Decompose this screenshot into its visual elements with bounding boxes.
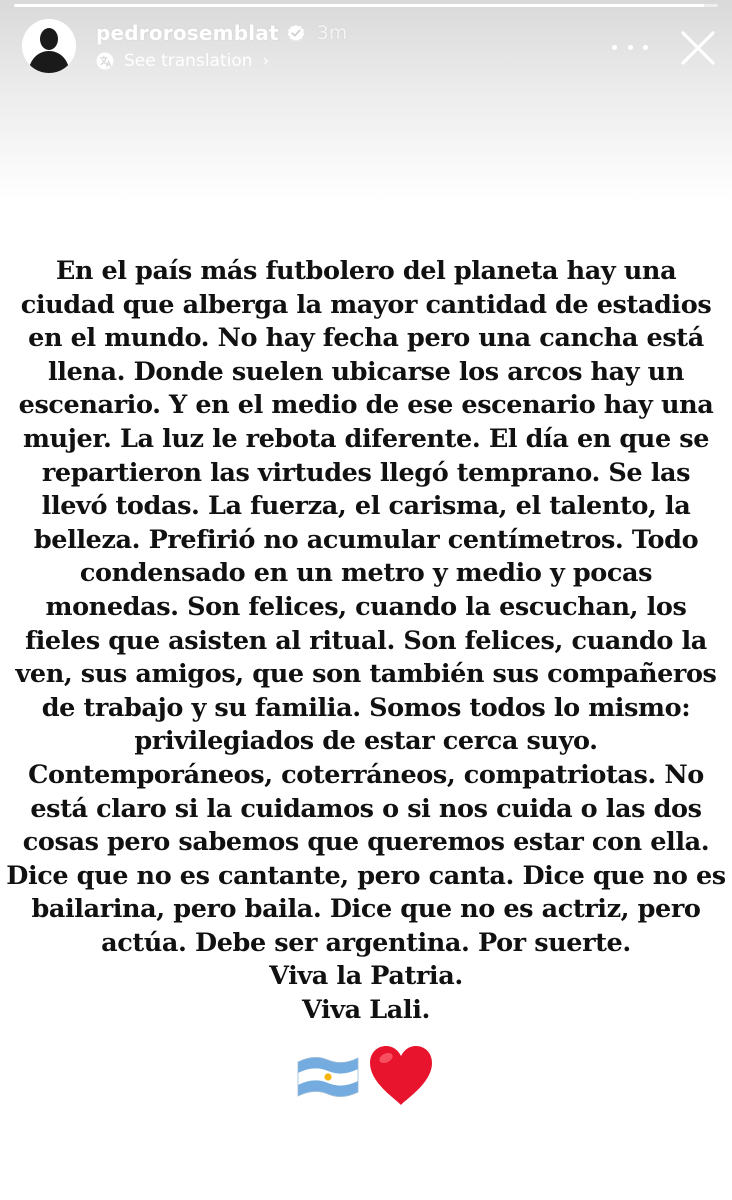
silhouette-avatar-icon: [22, 19, 76, 73]
chevron-right-icon: ›: [262, 51, 270, 71]
story-text-line: llena. Donde suelen ubicarse los arcos hay un: [48, 356, 684, 387]
story-text-line: en el mundo. No hay fecha pero una cancha está: [28, 323, 704, 354]
story-text-line: mujer. La luz le rebota diferente. El día en que se: [22, 423, 710, 454]
story-text-line: Dice que no es cantante, pero canta. Dice que no es: [6, 860, 726, 891]
story-text-line: escenario. Y en el medio de ese escenario hay una: [18, 390, 714, 421]
story-text-line: ciudad que alberga la mayor cantidad de estadios: [20, 289, 712, 320]
close-button[interactable]: [676, 26, 720, 70]
story-text-line: de trabajo y su familia. Somos todos lo mismo:: [41, 692, 691, 723]
story-text-line: belleza. Prefirió no acumular centímetros. Todo: [33, 524, 699, 555]
story-text-line: fieles que asisten al ritual. Son felices, cuando la: [25, 625, 707, 656]
story-progress-fill: [14, 4, 704, 7]
story-text-line: ven, sus amigos, que son también sus compañeros: [15, 659, 717, 690]
see-translation-link[interactable]: [96, 50, 269, 72]
translate-icon: [96, 52, 114, 70]
red-heart-icon: [366, 1043, 436, 1109]
close-icon: [676, 26, 720, 70]
story-text-line: Viva Lali.: [302, 995, 430, 1026]
more-dots-icon: [643, 45, 648, 50]
story-text-line: Contemporáneos, coterráneos, compatriotas. No: [28, 759, 704, 790]
story-text-line: bailarina, pero baila. Dice que no es actriz, pero: [31, 894, 701, 925]
story-text-line: En el país más futbolero del planeta hay una: [55, 256, 677, 286]
more-dots-icon: [628, 45, 633, 50]
see-translation-label: See translation: [124, 51, 253, 71]
username-row: [96, 20, 347, 46]
time-ago: 3m: [316, 22, 348, 44]
story-text-line: está claro si la cuidamos o si nos cuida o las dos: [30, 793, 702, 824]
username[interactable]: pedrorosemblat: [96, 21, 279, 45]
argentina-flag-icon: [296, 1052, 360, 1100]
verified-badge-icon: [287, 24, 305, 42]
story-text-line: privilegiados de estar cerca suyo.: [134, 726, 598, 757]
emoji-row: [0, 1040, 732, 1112]
more-options-button[interactable]: [612, 32, 648, 62]
avatar[interactable]: [22, 19, 76, 73]
story-text-line: monedas. Son felices, cuando la escuchan, los: [45, 591, 687, 622]
story-text-line: actúa. Debe ser argentina. Por suerte.: [101, 927, 631, 958]
story-text-line: repartieron las virtudes llegó temprano. Se las: [41, 457, 691, 488]
story-text-line: Viva la Patria.: [269, 961, 463, 992]
story-text-line: cosas pero sabemos que queremos estar con ella.: [22, 827, 710, 858]
story-progress-bar: [14, 4, 718, 7]
story-header: [0, 14, 732, 84]
story-text: [0, 255, 732, 1028]
story-text-line: llevó todas. La fuerza, el carisma, el talento, la: [41, 491, 691, 522]
more-dots-icon: [612, 45, 617, 50]
story-text-line: condensado en un metro y medio y pocas: [79, 558, 653, 589]
